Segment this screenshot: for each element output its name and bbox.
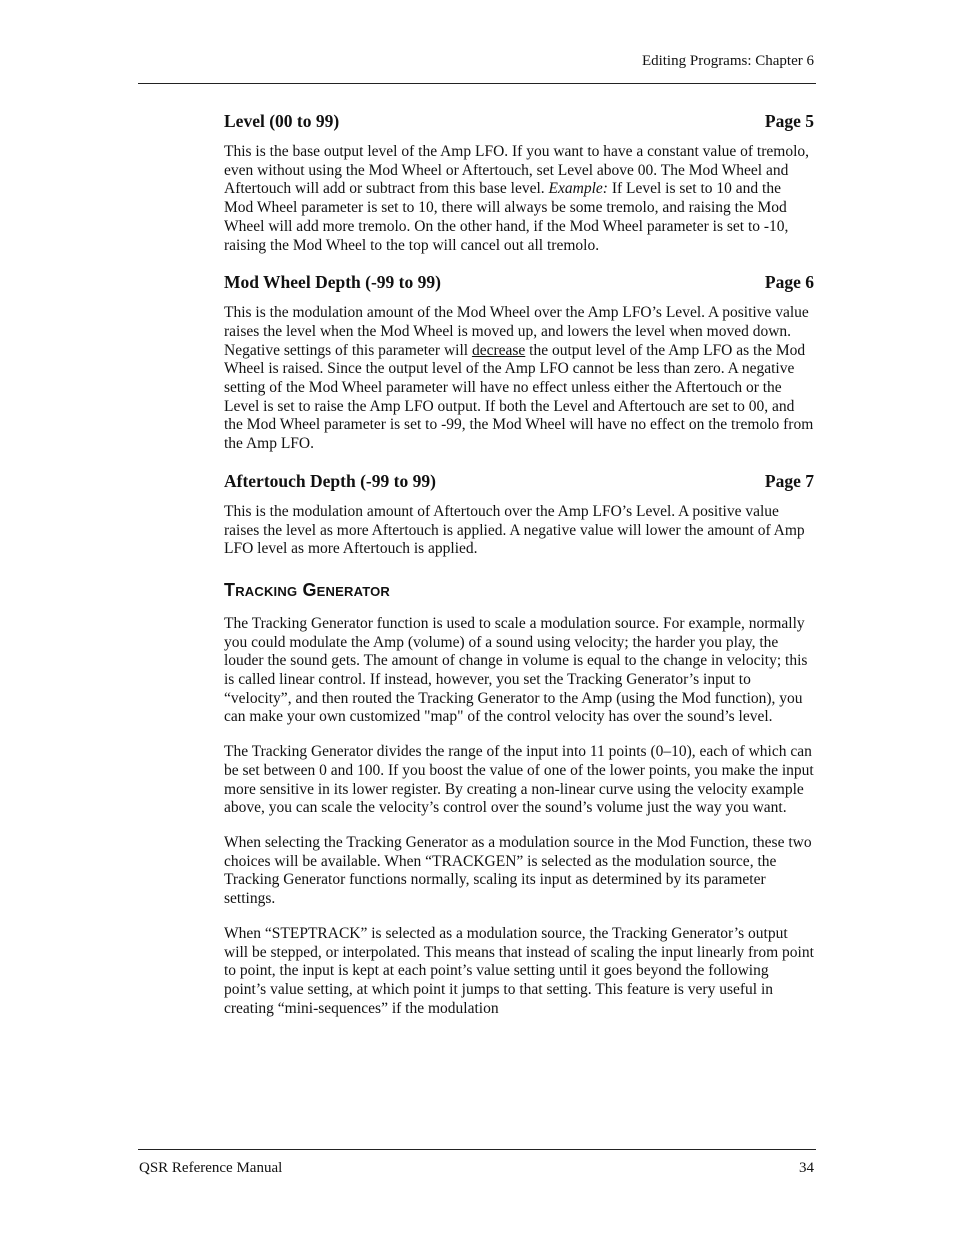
running-head: Editing Programs: Chapter 6 xyxy=(641,53,814,69)
section-paragraph: The Tracking Generator divides the range of the input into 11 points (0–10), each of which can be set between 0 and 100. If you boost the value of one of the lower points, you make the input more sensitive in its lower register. By creating a non-linear curve using the velocity example above, you can scale the velocity’s control over the sound’s volume just the way you want. xyxy=(224,743,814,817)
param-page: Page 5 xyxy=(764,111,814,131)
section-paragraph: When “STEPTRACK” is selected as a modulation source, the Tracking Generator’s output will be stepped, or interpolated. This means that instead of scaling the input linearly from point to point, the input is kept at each point’s value setting until it goes beyond the following point’s value setting, at which point it jumps to that setting. This feature is very useful in creating “mini-sequences” if the modulation xyxy=(224,924,814,1017)
footer-rule xyxy=(138,1149,816,1150)
param-page: Page 6 xyxy=(764,272,814,293)
header-rule xyxy=(138,83,816,84)
text-span: This is the base output level of the Amp LFO. If you want to have a constant value of tremolo, even without using the Mod Wheel or Aftertouch, set Level above 00. The Mod Wheel and Aftertouch will add or subtract from this base level. xyxy=(224,143,809,198)
footer-manual-title: QSR Reference Manual xyxy=(139,1160,283,1176)
param-heading-level xyxy=(224,110,814,132)
param-name: Mod Wheel Depth (-99 to 99) xyxy=(224,272,441,293)
text-span: This is the modulation amount of the Mod Wheel over the Amp LFO’s Level. A positive value raises the level when the Mod Wheel is moved up, and lowers the level when moved down. Negative settings of this parameter will xyxy=(224,304,809,359)
param-name: Aftertouch Depth (-99 to 99) xyxy=(224,470,436,491)
section-paragraph: The Tracking Generator function is used to scale a modulation source. For example, normally you could modulate the Amp (volume) of a sound using velocity; the harder you play, the louder the sound gets. The amount of change in volume is equal to the change in velocity; this is called linear control. If instead, however, you set the Tracking Generator’s input to “velocity”, and then routed the Tracking Generator to the Amp (using the Mod function), you can make your own customized "map" of the control velocity has over the sound’s level. xyxy=(224,614,808,726)
param-name: Level (00 to 99) xyxy=(224,111,340,131)
example-label: Example: xyxy=(548,180,608,198)
text-span: If Level is set to 10 and the Mod Wheel parameter is set to 10, there will always be some tremolo, and raising the Mod Wheel will add more tremolo. On the other hand, if the Mod Wheel parameter is set to -10, raising the Mod Wheel to the top will cancel out all tremolo. xyxy=(224,180,789,254)
param-heading-aftertouch-depth xyxy=(224,470,814,492)
section-title: Tracking Generator xyxy=(224,579,391,600)
section-paragraph: When selecting the Tracking Generator as a modulation source in the Mod Function, these two choices will be available. When “TRACKGEN” is selected as the modulation source, the Tracking Generator functions normally, scaling its input as determined by its parameter settings. xyxy=(224,833,812,908)
param-page: Page 7 xyxy=(764,470,814,491)
param-description-level xyxy=(224,143,814,255)
page-content xyxy=(224,110,814,1034)
param-description-mod-wheel-depth xyxy=(224,304,814,454)
param-description-aftertouch-depth: This is the modulation amount of Aftertouch over the Amp LFO’s Level. A positive value raises the level as more Aftertouch is applied. A negative value will lower the amount of Amp LFO level as more Aftertouch is applied. xyxy=(224,502,805,558)
param-heading-mod-wheel-depth xyxy=(224,271,814,293)
footer-page-number: 34 xyxy=(799,1160,814,1176)
underlined-word: decrease xyxy=(471,341,526,359)
text-span: the output level of the Amp LFO as the Mod Wheel is raised. Since the output level of the Amp LFO cannot be less than zero. A negative setting of the Mod Wheel parameter will have no effect unless either the Aftertouch or the Level is set to raise the Amp LFO output. If both the Level and Aftertouch are set to 00, and the Mod Wheel parameter is set to -99, the Mod Wheel will have no effect on the tremolo from the Amp LFO. xyxy=(224,341,814,453)
